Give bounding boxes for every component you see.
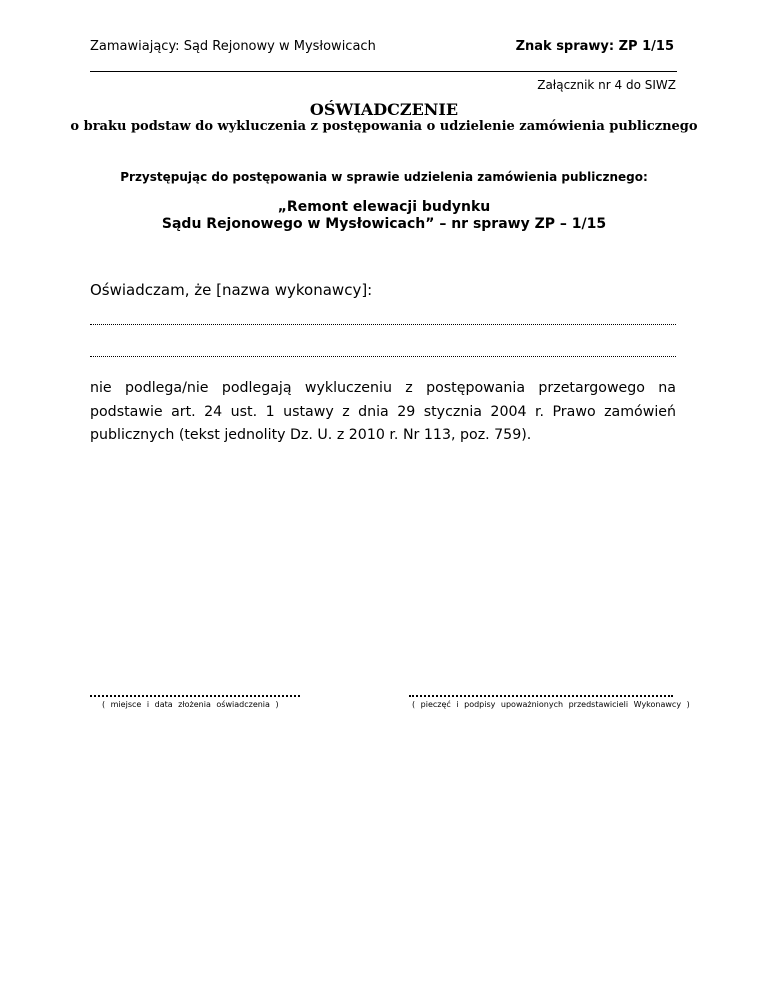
- signature-field[interactable]: [409, 695, 673, 697]
- subject-line-2: Sądu Rejonowego w Mysłowicach” – nr sprawy ZP – 1/15: [161, 216, 607, 232]
- statement-text: nie podlega/nie podlegają wykluczeniu z postępowania przetargowego na podstawie art. 24 ust. 1 ustawy z dnia 29 stycznia 2004 r. Prawo zamówień publicznych (tekst jednolity Dz. U. z 2010 r. Nr 113, poz. 759).: [90, 380, 676, 443]
- document-subtitle: o braku podstaw do wykluczenia z postępowania o udzielenie zamówienia publicznego: [70, 119, 698, 134]
- case-reference: Znak sprawy: ZP 1/15: [515, 39, 674, 54]
- document-title: OŚWIADCZENIE: [309, 100, 459, 119]
- contractor-name-field-line-1[interactable]: [90, 324, 676, 325]
- contractor-name-field-line-2[interactable]: [90, 356, 676, 357]
- intro-text: Przystępując do postępowania w sprawie udzielenia zamówienia publicznego:: [120, 170, 648, 184]
- contracting-authority: Zamawiający: Sąd Rejonowy w Mysłowicach: [90, 39, 376, 54]
- header-divider: [90, 71, 677, 72]
- signature-caption: ( pieczęć i podpisy upoważnionych przedstawicieli Wykonawcy ): [412, 700, 690, 709]
- declaration-label: Oświadczam, że [nazwa wykonawcy]:: [90, 281, 373, 299]
- place-date-caption: ( miejsce i data złożenia oświadczenia ): [102, 700, 279, 709]
- place-date-field[interactable]: [90, 695, 300, 697]
- attachment-label: Załącznik nr 4 do SIWZ: [537, 78, 676, 92]
- subject-line-1: „Remont elewacji budynku: [277, 199, 491, 215]
